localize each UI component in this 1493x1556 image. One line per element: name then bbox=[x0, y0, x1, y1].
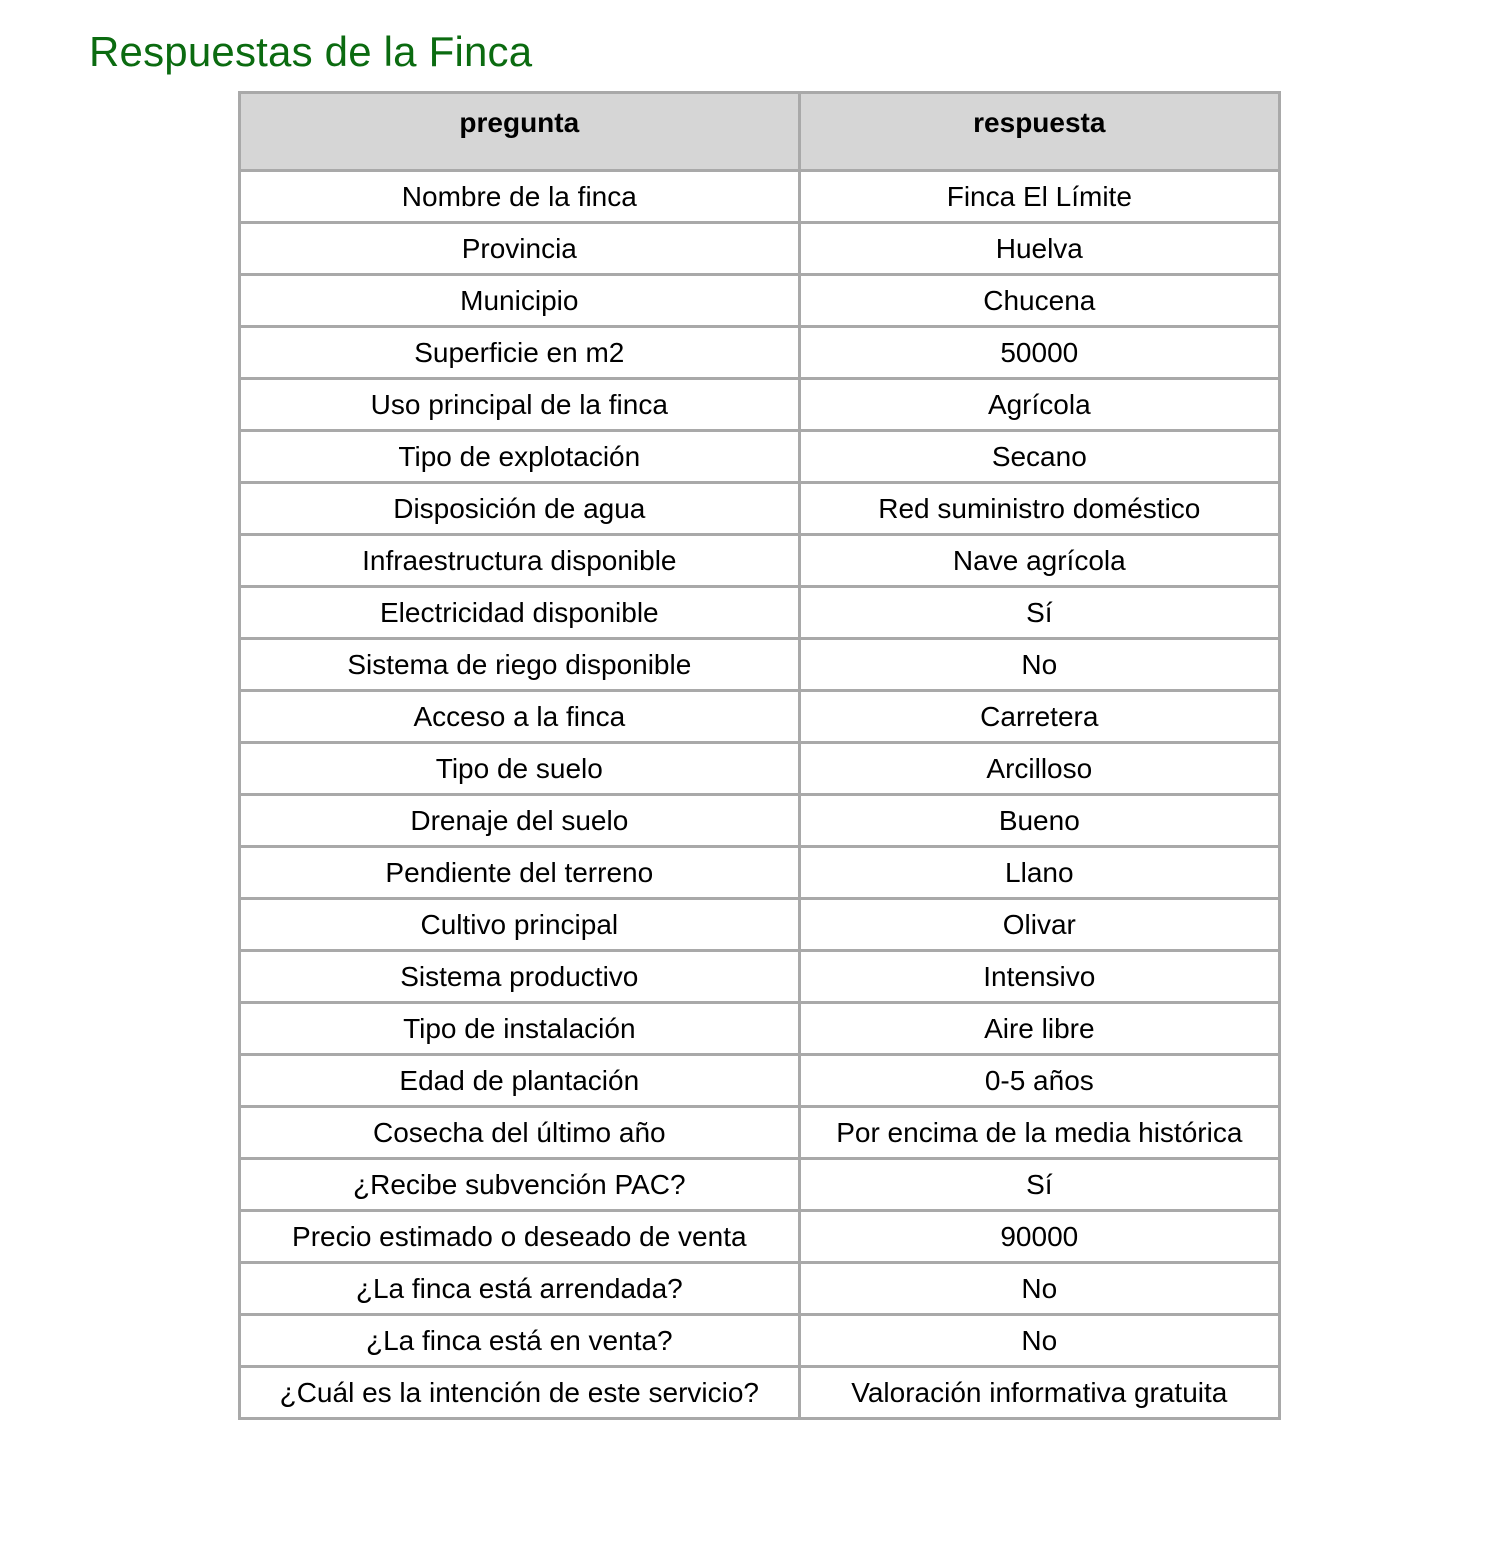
table-row bbox=[240, 431, 1280, 483]
cell-pregunta: Provincia bbox=[240, 223, 800, 275]
table-row bbox=[240, 1211, 1280, 1263]
cell-respuesta: Bueno bbox=[799, 795, 1279, 847]
table-row bbox=[240, 1367, 1280, 1419]
page-title: Respuestas de la Finca bbox=[89, 28, 533, 75]
cell-respuesta: Valoración informativa gratuita bbox=[799, 1367, 1279, 1419]
cell-pregunta: Electricidad disponible bbox=[240, 587, 800, 639]
table-row bbox=[240, 847, 1280, 899]
cell-respuesta: Arcilloso bbox=[799, 743, 1279, 795]
cell-respuesta: Llano bbox=[799, 847, 1279, 899]
cell-respuesta: 50000 bbox=[799, 327, 1279, 379]
cell-pregunta: Drenaje del suelo bbox=[240, 795, 800, 847]
cell-pregunta: Tipo de instalación bbox=[240, 1003, 800, 1055]
cell-respuesta: Secano bbox=[799, 431, 1279, 483]
table-row bbox=[240, 951, 1280, 1003]
table-row bbox=[240, 171, 1280, 223]
cell-respuesta: Por encima de la media histórica bbox=[799, 1107, 1279, 1159]
cell-respuesta: Intensivo bbox=[799, 951, 1279, 1003]
cell-respuesta: No bbox=[799, 639, 1279, 691]
cell-pregunta: Acceso a la finca bbox=[240, 691, 800, 743]
table-row bbox=[240, 691, 1280, 743]
cell-pregunta: Cultivo principal bbox=[240, 899, 800, 951]
cell-respuesta: Finca El Límite bbox=[799, 171, 1279, 223]
table-row bbox=[240, 535, 1280, 587]
cell-pregunta: Infraestructura disponible bbox=[240, 535, 800, 587]
cell-pregunta: Sistema productivo bbox=[240, 951, 800, 1003]
cell-pregunta: ¿La finca está arrendada? bbox=[240, 1263, 800, 1315]
cell-pregunta: Pendiente del terreno bbox=[240, 847, 800, 899]
table-row bbox=[240, 275, 1280, 327]
cell-pregunta: Uso principal de la finca bbox=[240, 379, 800, 431]
table-row bbox=[240, 483, 1280, 535]
answers-table bbox=[238, 91, 1281, 1420]
cell-respuesta: Olivar bbox=[799, 899, 1279, 951]
cell-pregunta: Disposición de agua bbox=[240, 483, 800, 535]
table-row bbox=[240, 1003, 1280, 1055]
cell-pregunta: Tipo de suelo bbox=[240, 743, 800, 795]
cell-respuesta: Chucena bbox=[799, 275, 1279, 327]
cell-respuesta: No bbox=[799, 1263, 1279, 1315]
table-row bbox=[240, 1159, 1280, 1211]
cell-pregunta: ¿La finca está en venta? bbox=[240, 1315, 800, 1367]
cell-pregunta: Municipio bbox=[240, 275, 800, 327]
cell-respuesta: No bbox=[799, 1315, 1279, 1367]
table-row bbox=[240, 639, 1280, 691]
cell-respuesta: 0-5 años bbox=[799, 1055, 1279, 1107]
cell-pregunta: Precio estimado o deseado de venta bbox=[240, 1211, 800, 1263]
cell-pregunta: Nombre de la finca bbox=[240, 171, 800, 223]
table-row bbox=[240, 1055, 1280, 1107]
table-row bbox=[240, 743, 1280, 795]
table-row bbox=[240, 1107, 1280, 1159]
column-header-respuesta: respuesta bbox=[799, 93, 1279, 171]
cell-respuesta: Carretera bbox=[799, 691, 1279, 743]
cell-respuesta: 90000 bbox=[799, 1211, 1279, 1263]
cell-respuesta: Huelva bbox=[799, 223, 1279, 275]
table-header-row bbox=[240, 93, 1280, 171]
cell-respuesta: Aire libre bbox=[799, 1003, 1279, 1055]
table-body bbox=[240, 171, 1280, 1419]
cell-pregunta: Edad de plantación bbox=[240, 1055, 800, 1107]
cell-respuesta: Nave agrícola bbox=[799, 535, 1279, 587]
table-row bbox=[240, 1315, 1280, 1367]
cell-pregunta: Tipo de explotación bbox=[240, 431, 800, 483]
cell-respuesta: Sí bbox=[799, 587, 1279, 639]
cell-pregunta: ¿Cuál es la intención de este servicio? bbox=[240, 1367, 800, 1419]
table-row bbox=[240, 1263, 1280, 1315]
cell-respuesta: Red suministro doméstico bbox=[799, 483, 1279, 535]
table-row bbox=[240, 327, 1280, 379]
table-row bbox=[240, 223, 1280, 275]
cell-respuesta: Sí bbox=[799, 1159, 1279, 1211]
cell-pregunta: Cosecha del último año bbox=[240, 1107, 800, 1159]
table-row bbox=[240, 587, 1280, 639]
cell-pregunta: ¿Recibe subvención PAC? bbox=[240, 1159, 800, 1211]
cell-pregunta: Sistema de riego disponible bbox=[240, 639, 800, 691]
column-header-pregunta: pregunta bbox=[240, 93, 800, 171]
table-row bbox=[240, 379, 1280, 431]
cell-respuesta: Agrícola bbox=[799, 379, 1279, 431]
table-row bbox=[240, 795, 1280, 847]
table-row bbox=[240, 899, 1280, 951]
cell-pregunta: Superficie en m2 bbox=[240, 327, 800, 379]
